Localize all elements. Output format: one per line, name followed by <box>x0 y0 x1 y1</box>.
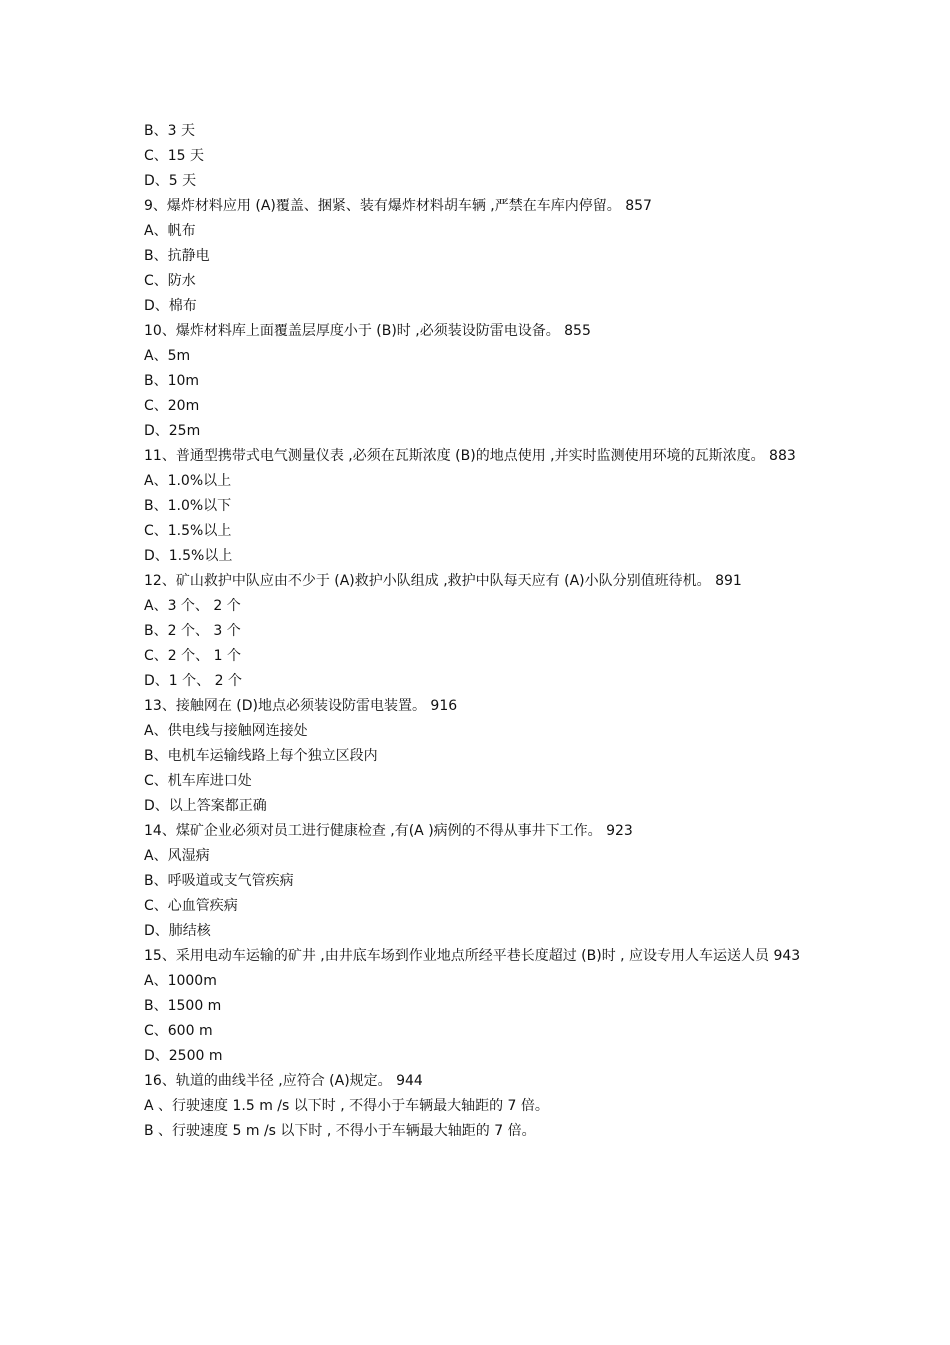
option-line: A、帆布 <box>144 223 196 239</box>
question-line: 10、爆炸材料库上面覆盖层厚度小于 (B)时 ,必须装设防雷电设备。 855 <box>144 323 591 339</box>
option-line: C、机车库进口处 <box>144 773 252 789</box>
option-line: C、2 个、 1 个 <box>144 648 241 664</box>
option-line: B、2 个、 3 个 <box>144 623 241 639</box>
option-line: C、1.5%以上 <box>144 523 232 539</box>
option-line: C、600 m <box>144 1023 213 1039</box>
question-line: 16、轨道的曲线半径 ,应符合 (A)规定。 944 <box>144 1073 423 1089</box>
option-line: B、抗静电 <box>144 248 210 264</box>
option-line: A、5m <box>144 348 191 364</box>
option-line: B 、行驶速度 5 m /s 以下时 , 不得小于车辆最大轴距的 7 倍。 <box>144 1123 536 1139</box>
option-line: A、风湿病 <box>144 848 210 864</box>
question-line: 11、普通型携带式电气测量仪表 ,必须在瓦斯浓度 (B)的地点使用 ,并实时监测使用环境的瓦斯浓度。 883 <box>144 448 796 464</box>
option-line: B、10m <box>144 373 200 389</box>
option-line: D、2500 m <box>144 1048 223 1064</box>
option-line: C、20m <box>144 398 200 414</box>
option-line: B、电机车运输线路上每个独立区段内 <box>144 748 378 764</box>
option-line: D、25m <box>144 423 201 439</box>
question-line: 15、采用电动车运输的矿井 ,由井底车场到作业地点所经平巷长度超过 (B)时 , 应设专用人车运送人员 943 <box>144 948 801 964</box>
option-line: D、肺结核 <box>144 923 211 939</box>
option-line: D、1 个、 2 个 <box>144 673 242 689</box>
question-list <box>144 119 804 1144</box>
option-line: A、供电线与接触网连接处 <box>144 723 308 739</box>
option-line: A、1.0%以上 <box>144 473 232 489</box>
question-line: 12、矿山救护中队应由不少于 (A)救护小队组成 ,救护中队每天应有 (A)小队分别值班待机。 891 <box>144 573 742 589</box>
option-line: B、呼吸道或支气管疾病 <box>144 873 294 889</box>
option-line: C、15 天 <box>144 148 205 164</box>
option-line: C、防水 <box>144 273 196 289</box>
option-line: D、以上答案都正确 <box>144 798 267 814</box>
question-line: 9、爆炸材料应用 (A)覆盖、捆紧、装有爆炸材料胡车辆 ,严禁在车库内停留。 857 <box>144 198 652 214</box>
option-line: D、棉布 <box>144 298 197 314</box>
option-line: A、1000m <box>144 973 217 989</box>
option-line: B、1500 m <box>144 998 222 1014</box>
option-line: B、3 天 <box>144 123 195 139</box>
question-line: 13、接触网在 (D)地点必须装设防雷电装置。 916 <box>144 698 458 714</box>
option-line: B、1.0%以下 <box>144 498 232 514</box>
option-line: A、3 个、 2 个 <box>144 598 241 614</box>
option-line: D、1.5%以上 <box>144 548 233 564</box>
question-line: 14、煤矿企业必须对员工进行健康检查 ,有(A )病例的不得从事井下工作。 923 <box>144 823 633 839</box>
option-line: A 、行驶速度 1.5 m /s 以下时 , 不得小于车辆最大轴距的 7 倍。 <box>144 1098 549 1114</box>
option-line: C、心血管疾病 <box>144 898 238 914</box>
option-line: D、5 天 <box>144 173 197 189</box>
